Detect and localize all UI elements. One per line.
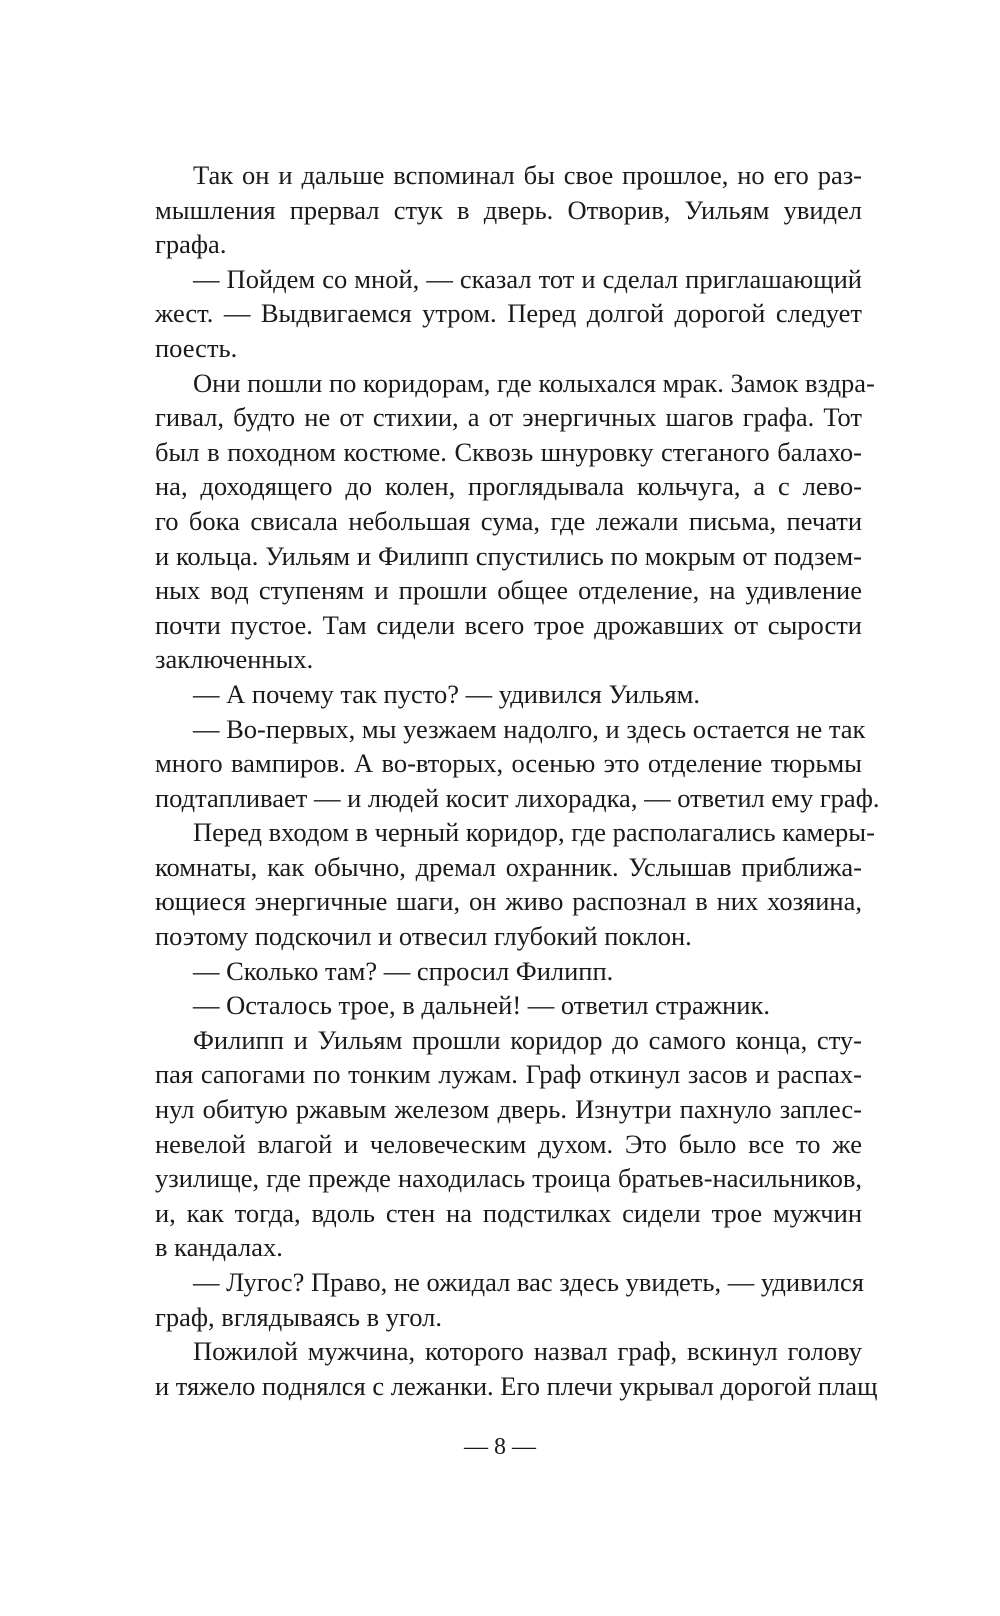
text-line: пая сапогами по тонким лужам. Граф откинул засов и распах- <box>155 1059 862 1090</box>
text-line: и кольца. Уильям и Филипп спустились по мокрым от подзем- <box>155 540 862 571</box>
text-line: граф, вглядываясь в угол. <box>155 1301 442 1332</box>
text-line: невелой влагой и человеческим духом. Это было все то же <box>155 1128 862 1159</box>
text-line: был в походном костюме. Сквозь шнуровку стеганого балахо- <box>155 436 862 467</box>
text-line: на, доходящего до колен, проглядывала кольчуга, а с лево- <box>155 471 862 502</box>
text-line: поесть. <box>155 332 238 363</box>
text-line: комнаты, как обычно, дремал охранник. Услышав приближа- <box>155 851 862 882</box>
text-line: Перед входом в черный коридор, где располагались камеры- <box>193 817 875 848</box>
text-line: ных вод ступеням и прошли общее отделение, на удивление <box>155 575 862 606</box>
text-line: — Пойдем со мной, — сказал тот и сделал приглашающий <box>193 263 862 294</box>
text-line: узилище, где прежде находилась троица братьев-насильников, <box>155 1163 862 1194</box>
text-line: гивал, будто не от стихии, а от энергичных шагов графа. Тот <box>155 402 862 433</box>
text-line: жест. — Выдвигаемся утром. Перед долгой дорогой следует <box>155 298 862 329</box>
text-line: поэтому подскочил и отвесил глубокий поклон. <box>155 921 692 952</box>
text-line: го бока свисала небольшая сума, где лежали письма, печати <box>155 505 862 536</box>
text-line: Так он и дальше вспоминал бы свое прошлое, но его раз- <box>193 160 862 190</box>
text-line: Они пошли по коридорам, где колыхался мрак. Замок вздра- <box>193 367 875 398</box>
text-line: Пожилой мужчина, которого назвал граф, вскинул голову <box>193 1336 862 1367</box>
text-line: Филипп и Уильям прошли коридор до самого конца, сту- <box>193 1024 862 1055</box>
body-text <box>155 158 880 1403</box>
text-line: — Во-первых, мы уезжаем надолго, и здесь остается не так <box>193 713 866 744</box>
text-line: почти пустое. Там сидели всего трое дрожавших от сырости <box>155 609 862 640</box>
text-line: подтапливает — и людей косит лихорадка, — ответил ему граф. <box>155 782 880 813</box>
text-line: — Осталось трое, в дальней! — ответил стражник. <box>193 990 770 1021</box>
text-line: графа. <box>155 229 227 260</box>
text-line: — Сколько там? — спросил Филипп. <box>193 955 614 986</box>
text-line: мышления прервал стук в дверь. Отворив, Уильям увидел <box>155 194 862 225</box>
text-line: много вампиров. А во-вторых, осенью это отделение тюрьмы <box>155 748 862 779</box>
text-line: заключенных. <box>155 644 314 675</box>
text-line: и, как тогда, вдоль стен на подстилках сидели трое мужчин <box>155 1197 862 1228</box>
text-line: ющиеся энергичные шаги, он живо распознал в них хозяина, <box>155 886 862 917</box>
text-line: — Лугос? Право, не ожидал вас здесь увидеть, — удивился <box>193 1267 864 1297</box>
text-line: в кандалах. <box>155 1232 283 1263</box>
text-line: нул обитую ржавым железом дверь. Изнутри пахнуло заплес- <box>155 1094 862 1125</box>
page-number: — 8 — <box>464 1434 536 1460</box>
text-line: и тяжело поднялся с лежанки. Его плечи укрывал дорогой плащ <box>155 1370 878 1401</box>
text-line: — А почему так пусто? — удивился Уильям. <box>193 678 700 709</box>
